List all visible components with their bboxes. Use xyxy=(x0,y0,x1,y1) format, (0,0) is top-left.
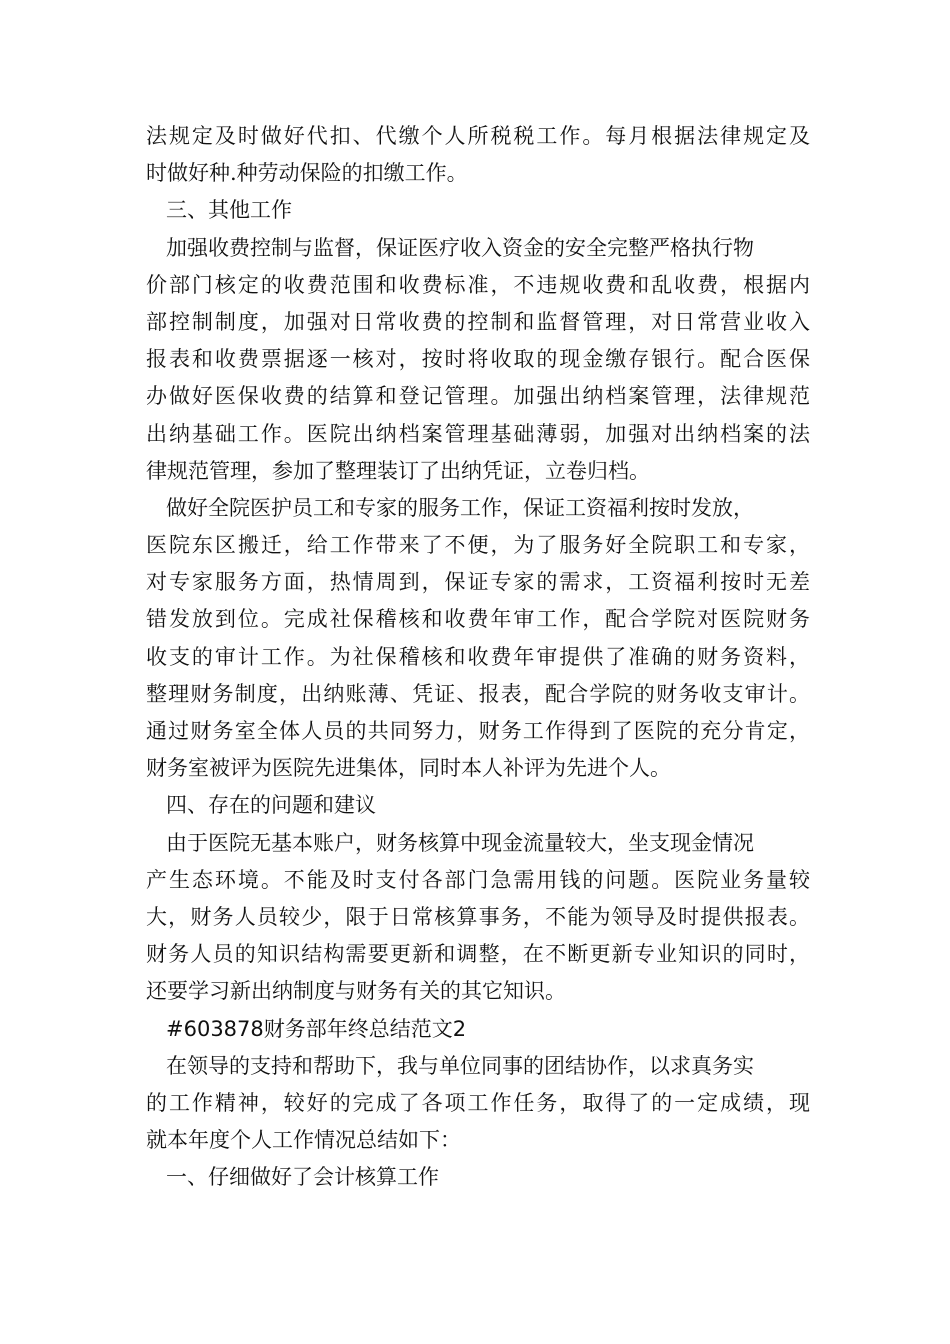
text-line: 律规范管理，参加了整理装订了出纳凭证，立卷归档。 xyxy=(146,458,650,483)
text-line: 报表和收费票据逐一核对，按时将收取的现金缴存银行。配合医保 xyxy=(146,347,810,372)
text-line: 法规定及时做好代扣、代缴个人所税税工作。每月根据法律规定及 xyxy=(146,124,810,148)
text-line: 办做好医保收费的结算和登记管理。加强出纳档案管理，法律规范 xyxy=(146,384,810,409)
text-line: 在领导的支持和帮助下，我与单位同事的团结协作，以求真务实 xyxy=(166,1053,754,1078)
article-title: #603878财务部年终总结范文2 xyxy=(166,1016,467,1041)
text-line: 医院东区搬迁，给工作带来了不便，为了服务好全院职工和专家， xyxy=(146,533,810,558)
text-line: 就本年度个人工作情况总结如下： xyxy=(146,1128,461,1153)
text-line: 的工作精神，较好的完成了各项工作任务，取得了的一定成绩，现 xyxy=(146,1090,810,1115)
section-heading: 一、仔细做好了会计核算工作 xyxy=(166,1165,439,1190)
text-line: 错发放到位。完成社保稽核和收费年审工作，配合学院对医院财务 xyxy=(146,607,810,632)
text-line: 价部门核定的收费范围和收费标准，不违规收费和乱收费，根据内 xyxy=(146,272,810,297)
text-line: 整理财务制度，出纳账薄、凭证、报表，配合学院的财务收支审计。 xyxy=(146,681,810,706)
text-line: 产生态环境。不能及时支付各部门急需用钱的问题。医院业务量较 xyxy=(146,867,810,892)
section-heading: 三、其他工作 xyxy=(166,198,292,223)
text-line: 由于医院无基本账户，财务核算中现金流量较大，坐支现金情况 xyxy=(166,830,754,855)
text-line: 出纳基础工作。医院出纳档案管理基础薄弱，加强对出纳档案的法 xyxy=(146,421,810,446)
text-line: 通过财务室全体人员的共同努力，财务工作得到了医院的充分肯定， xyxy=(146,719,810,743)
document-body xyxy=(146,118,810,1196)
section-heading: 四、存在的问题和建议 xyxy=(166,793,376,818)
text-line: 时做好种.种劳动保险的扣缴工作。 xyxy=(146,161,468,186)
text-line: 财务室被评为医院先进集体，同时本人补评为先进个人。 xyxy=(146,756,671,781)
text-line: 财务人员的知识结构需要更新和调整，在不断更新专业知识的同时， xyxy=(146,942,810,967)
text-line: 收支的审计工作。为社保稽核和收费年审提供了准确的财务资料， xyxy=(146,644,810,669)
text-line: 加强收费控制与监督，保证医疗收入资金的安全完整严格执行物 xyxy=(166,235,754,260)
text-line: 对专家服务方面，热情周到，保证专家的需求，工资福利按时无差 xyxy=(146,570,810,595)
text-line: 大，财务人员较少，限于日常核算事务，不能为领导及时提供报表。 xyxy=(146,904,810,929)
text-line: 做好全院医护员工和专家的服务工作，保证工资福利按时发放， xyxy=(166,495,754,520)
text-line: 还要学习新出纳制度与财务有关的其它知识。 xyxy=(146,979,566,1004)
text-line: 部控制制度，加强对日常收费的控制和监督管理，对日常营业收入 xyxy=(146,309,810,334)
